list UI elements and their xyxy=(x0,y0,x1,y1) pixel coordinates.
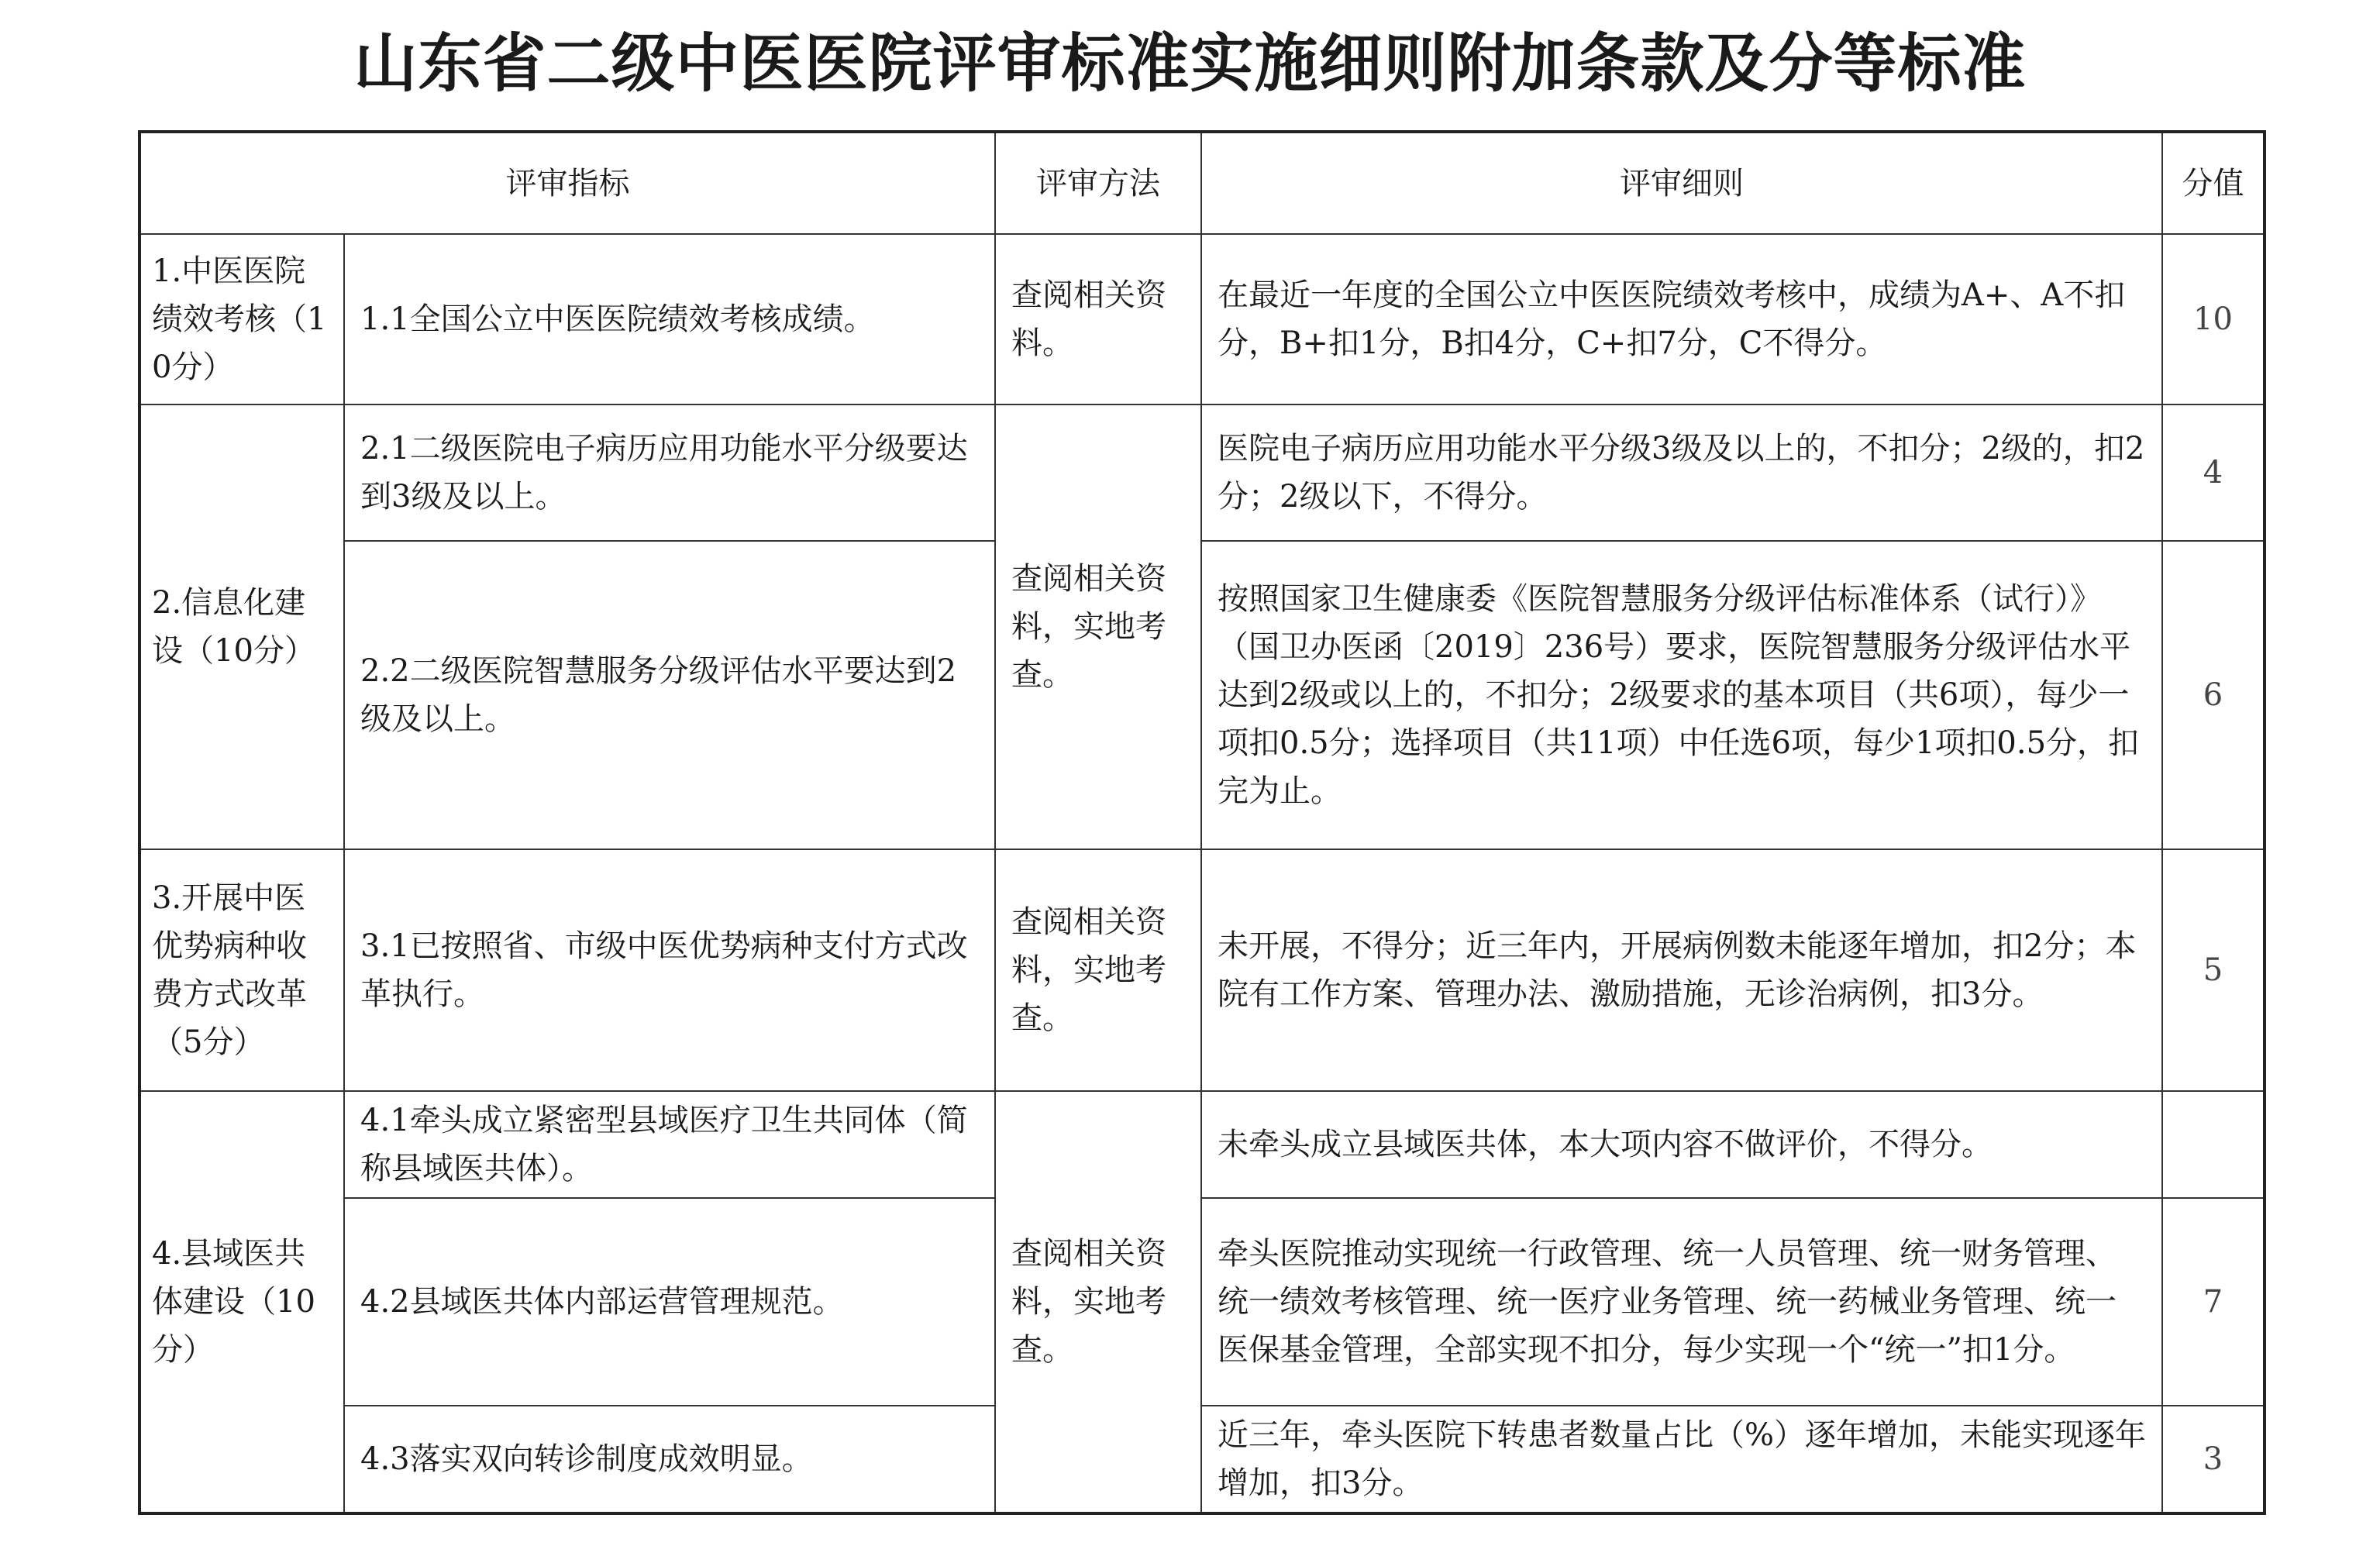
category-cell: 3.开展中医优势病种收费方式改革（5分） xyxy=(139,849,344,1091)
score-cell: 10 xyxy=(2162,234,2265,404)
standards-table xyxy=(138,130,2266,1515)
score-cell: 5 xyxy=(2162,849,2265,1091)
category-cell: 2.信息化建设（10分） xyxy=(139,404,344,849)
detail-cell: 未开展，不得分；近三年内，开展病例数未能逐年增加，扣2分；本院有工作方案、管理办法、激励措施，无诊治病例，扣3分。 xyxy=(1201,849,2162,1091)
item-cell: 4.1牵头成立紧密型县域医疗卫生共同体（简称县域医共体）。 xyxy=(344,1091,995,1198)
score-cell: 6 xyxy=(2162,541,2265,849)
method-cell: 查阅相关资料。 xyxy=(995,234,1201,404)
table-header-row xyxy=(139,132,2265,234)
document-title: 山东省二级中医医院评审标准实施细则附加条款及分等标准 xyxy=(353,27,2027,101)
table-row xyxy=(139,1198,2265,1406)
table-row xyxy=(139,404,2265,541)
detail-cell: 医院电子病历应用功能水平分级3级及以上的，不扣分；2级的，扣2分；2级以下，不得分。 xyxy=(1201,404,2162,541)
table-row xyxy=(139,234,2265,404)
detail-cell: 近三年，牵头医院下转患者数量占比（%）逐年增加，未能实现逐年增加，扣3分。 xyxy=(1201,1406,2162,1513)
table-row xyxy=(139,1406,2265,1513)
item-cell: 4.2县域医共体内部运营管理规范。 xyxy=(344,1198,995,1406)
item-cell: 1.1全国公立中医医院绩效考核成绩。 xyxy=(344,234,995,404)
category-cell: 1.中医医院绩效考核（10分） xyxy=(139,234,344,404)
table-row xyxy=(139,541,2265,849)
item-cell: 2.1二级医院电子病历应用功能水平分级要达到3级及以上。 xyxy=(344,404,995,541)
detail-cell: 在最近一年度的全国公立中医医院绩效考核中，成绩为A+、A不扣分，B+扣1分，B扣4分，C+扣7分，C不得分。 xyxy=(1201,234,2162,404)
header-detail: 评审细则 xyxy=(1201,132,2162,234)
score-cell: 3 xyxy=(2162,1406,2265,1513)
score-cell xyxy=(2162,1091,2265,1198)
header-score: 分值 xyxy=(2162,132,2265,234)
category-cell: 4.县域医共体建设（10分） xyxy=(139,1091,344,1513)
header-method: 评审方法 xyxy=(995,132,1201,234)
method-cell: 查阅相关资料，实地考查。 xyxy=(995,849,1201,1091)
header-indicator: 评审指标 xyxy=(139,132,995,234)
detail-cell: 牵头医院推动实现统一行政管理、统一人员管理、统一财务管理、统一绩效考核管理、统一医疗业务管理、统一药械业务管理、统一医保基金管理，全部实现不扣分，每少实现一个“统一”扣1分。 xyxy=(1201,1198,2162,1406)
method-cell: 查阅相关资料，实地考查。 xyxy=(995,1091,1201,1513)
table-row xyxy=(139,849,2265,1091)
method-cell: 查阅相关资料，实地考查。 xyxy=(995,404,1201,849)
item-cell: 4.3落实双向转诊制度成效明显。 xyxy=(344,1406,995,1513)
detail-cell: 按照国家卫生健康委《医院智慧服务分级评估标准体系（试行）》（国卫办医函〔2019〕236号）要求，医院智慧服务分级评估水平达到2级或以上的，不扣分；2级要求的基本项目（共6项），每少一项扣0.5分；选择项目（共11项）中任选6项，每少1项扣0.5分，扣完为止。 xyxy=(1201,541,2162,849)
item-cell: 3.1已按照省、市级中医优势病种支付方式改革执行。 xyxy=(344,849,995,1091)
score-cell: 7 xyxy=(2162,1198,2265,1406)
table-row xyxy=(139,1091,2265,1198)
item-cell: 2.2二级医院智慧服务分级评估水平要达到2级及以上。 xyxy=(344,541,995,849)
score-cell: 4 xyxy=(2162,404,2265,541)
detail-cell: 未牵头成立县域医共体，本大项内容不做评价，不得分。 xyxy=(1201,1091,2162,1198)
